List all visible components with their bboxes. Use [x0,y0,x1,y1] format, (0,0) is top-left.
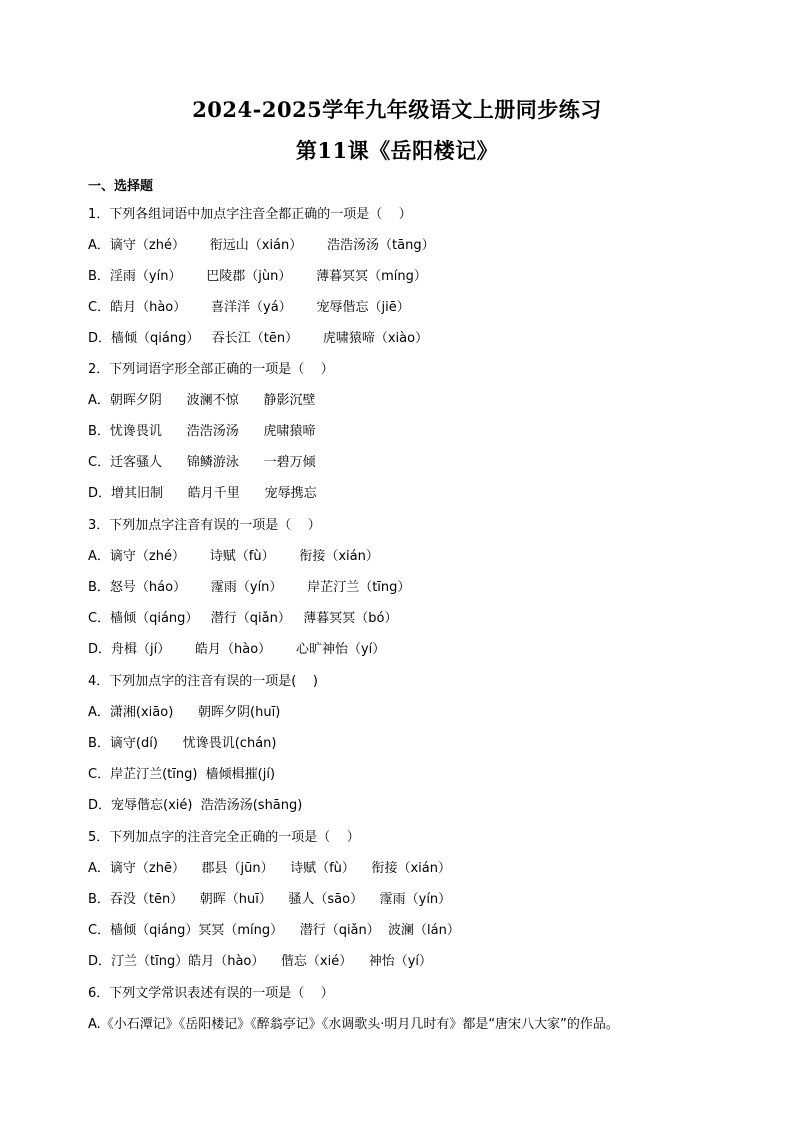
question-4-option-c: C．岸芷汀兰(tīng) 樯倾楫摧(jí) [88,767,276,782]
question-3-option-c: C．樯倾（qiáng） 潜行（qiǎn） 薄暮冥冥（bó） [88,611,398,626]
question-5-option-b: B．吞没（tēn） 朝晖（huī） 骚人（sāo） 霪雨（yín） [88,892,452,907]
question-2-option-b: B．忧谗畏讥 浩浩汤汤 虎啸猿啼 [88,424,316,439]
question-4: 4．下列加点字的注音有误的一项是( ) [88,674,318,689]
question-4-option-a: A．潇湘(xiāo) 朝晖夕阴(huī) [88,705,281,720]
question-1-option-a: A．谪守（zhé） 衔远山（xián） 浩浩汤汤（tāng） [88,238,435,253]
question-5-option-d: D．汀兰（tīng）皓月（hào） 偕忘（xié） 神怡（yí） [88,954,433,969]
question-5-option-a: A．谪守（zhē） 郡县（jūn） 诗赋（fù） 衔接（xián） [88,861,451,876]
question-3-option-d: D．舟楫（jí） 皓月（hào） 心旷神怡（yí） [88,642,386,657]
question-6: 6．下列文学常识表述有误的一项是（ ） [88,986,334,1001]
question-5-option-c: C．樯倾（qiáng）冥冥（míng） 潜行（qiǎn） 波澜（lán） [88,923,460,938]
question-2-option-d: D．增其旧制 皓月千里 宠辱携忘 [88,486,317,501]
question-1-option-b: B．淫雨（yín） 巴陵郡（jùn） 薄暮冥冥（míng） [88,269,427,284]
question-2-option-c: C．迁客骚人 锦鳞游泳 一碧万倾 [88,455,316,470]
section-heading: 一、选择题 [88,179,154,194]
question-5: 5．下列加点字的注音完全正确的一项是（ ） [88,830,360,845]
question-6-option-a: A.《小石潭记》《岳阳楼记》《醉翁亭记》《水调歌头·明月几时有》都是“唐宋八大家”的作品。 [88,1017,619,1032]
question-2: 2．下列词语字形全部正确的一项是（ ） [88,362,334,377]
question-3-option-b: B．怒号（háo） 霪雨（yín） 岸芷汀兰（tīng） [88,580,411,595]
question-2-option-a: A．朝晖夕阴 波澜不惊 静影沉壁 [88,393,316,408]
question-1-option-c: C．皓月（hào） 喜洋洋（yá） 宠辱偕忘（jiē） [88,300,410,315]
question-1: 1．下列各组词语中加点字注音全都正确的一项是（ ） [88,207,412,222]
question-3: 3．下列加点字注音有误的一项是（ ） [88,518,321,533]
question-4-option-d: D．宠辱偕忘(xié) 浩浩汤汤(shāng) [88,798,303,813]
question-1-option-d: D．樯倾（qiáng） 吞长江（tēn） 虎啸猿啼（xiào） [88,331,429,346]
question-3-option-a: A．谪守（zhé） 诗赋（fù） 衔接（xián） [88,549,379,564]
question-4-option-b: B．谪守(dí) 忧谗畏讥(chán) [88,736,277,751]
document-title: 2024-2025学年九年级语文上册同步练习 [192,97,602,122]
lesson-title: 第11课《岳阳楼记》 [295,138,499,163]
